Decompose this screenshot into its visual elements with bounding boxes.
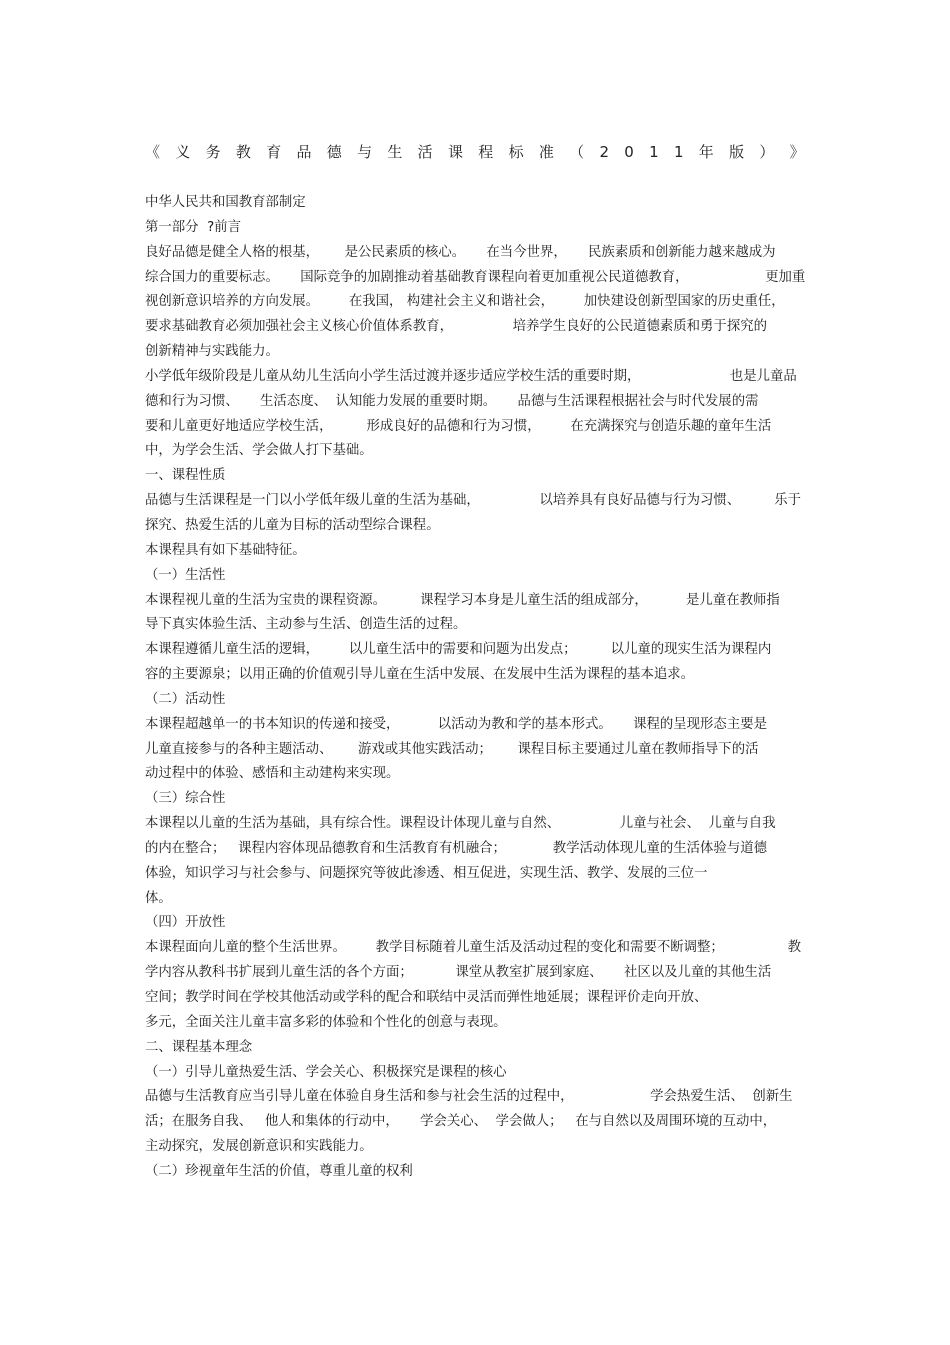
section-heading: （二）活动性: [145, 691, 226, 707]
title-char: 品: [296, 143, 312, 161]
paragraph-line: 要和儿童更好地适应学校生活， 形成良好的品德和行为习惯， 在充满探究与创造乐趣的童年生活: [145, 418, 772, 434]
paragraph-line: 本课程以儿童的生活为基础，具有综合性。课程设计体现儿童与自然、 儿童与社会、 儿童与自我: [145, 816, 776, 832]
section-heading: 一、课程性质: [145, 468, 226, 484]
title-char: 1: [649, 143, 659, 161]
title-char: 1: [673, 143, 684, 161]
title-char: 义: [175, 143, 191, 161]
paragraph-line: 本课程超越单一的书本知识的传递和接受， 以活动为教和学的基本形式。 课程的呈现形态主要是: [145, 716, 767, 732]
paragraph-line: 品德与生活课程是一门以小学低年级儿童的生活为基础， 以培养具有良好品德与行为习惯、 乐于: [145, 493, 802, 509]
paragraph-line: 主动探究，发展创新意识和实践能力。: [145, 1139, 373, 1155]
paragraph-line: 德和行为习惯、 生活态度、 认知能力发展的重要时期。 品德与生活课程根据社会与时代发展的需: [145, 393, 759, 409]
title-char: 》: [789, 143, 805, 161]
title-char: 准: [538, 143, 554, 161]
document-body: [145, 191, 807, 1185]
section-heading: 二、课程基本理念: [145, 1039, 253, 1055]
paragraph-line: 中华人民共和国教育部制定: [145, 195, 306, 210]
paragraph-line: 探究、热爱生活的儿童为目标的活动型综合课程。: [145, 517, 440, 533]
paragraph-line: 体验，知识学习与社会参与、问题探究等彼此渗透、相互促进，实现生活、教学、发展的三位一: [145, 865, 708, 881]
title-char: 课: [447, 143, 463, 161]
paragraph-line: 容的主要源泉；以用正确的价值观引导儿童在生活中发展、在发展中生活为课程的基本追求。: [145, 667, 695, 683]
title-char: 版: [729, 143, 745, 161]
title-char: 程: [478, 143, 494, 161]
title-char: 标: [508, 143, 524, 161]
paragraph-line: 活；在服务自我、 他人和集体的行动中， 学会关心、 学会做人； 在与自然以及周围环境的互动中，: [145, 1114, 777, 1130]
title-char: 与: [357, 143, 373, 161]
title-char: 年: [698, 143, 714, 161]
title-char: 0: [624, 143, 634, 161]
title-char: 育: [266, 143, 282, 161]
title-char: 教: [235, 143, 251, 161]
paragraph-line: 空间；教学时间在学校其他活动或学科的配合和联结中灵活而弹性地延展；课程评价走向开放、: [145, 990, 708, 1005]
paragraph-line: 综合国力的重要标志。 国际竞争的加剧推动着基础教育课程向着更加重视公民道德教育， 更加重: [145, 269, 806, 285]
paragraph-line: 多元，全面关注儿童丰富多彩的体验和个性化的创意与表现。: [145, 1014, 507, 1030]
paragraph-line: 本课程遵循儿童生活的逻辑， 以儿童生活中的需要和问题为出发点； 以儿童的现实生活为课程内: [145, 642, 772, 658]
paragraph-line: 学内容从教科书扩展到儿童生活的各个方面； 课堂从教室扩展到家庭、 社区以及儿童的其他生活: [145, 965, 772, 981]
title-char: 2: [599, 143, 609, 161]
paragraph-line: 的内在整合； 课程内容体现品德教育和生活教育有机融合； 教学活动体现儿童的生活体验与道德: [145, 840, 767, 856]
section-heading: 第一部分 ?前言: [145, 219, 241, 235]
paragraph-line: 本课程面向儿童的整个生活世界。 教学目标随着儿童生活及活动过程的变化和需要不断调整； 教: [145, 940, 802, 956]
section-heading: （四）开放性: [145, 915, 226, 931]
paragraph-line: 要求基础教育必须加强社会主义核心价值体系教育， 培养学生良好的公民道德素质和勇于探究的: [145, 319, 767, 335]
paragraph-line: 视创新意识培养的方向发展。 在我国， 构建社会主义和谐社会， 加快建设创新型国家的历史重任，: [145, 294, 785, 310]
paragraph-line: 创新精神与实践能力。: [145, 344, 279, 360]
title-char: 《: [145, 143, 161, 161]
paragraph-line: 品德与生活教育应当引导儿童在体验自身生活和参与社会生活的过程中， 学会热爱生活、 创新生: [145, 1089, 793, 1105]
paragraph-line: 体。: [145, 890, 172, 906]
paragraph-line: 本课程视儿童的生活为宝贵的课程资源。 课程学习本身是儿童生活的组成部分， 是儿童在教师指: [145, 592, 780, 608]
paragraph-line: 儿童直接参与的各种主题活动、 游戏或其他实践活动； 课程目标主要通过儿童在教师指导下的活: [145, 741, 759, 757]
paragraph-line: 中，为学会生活、学会做人打下基础。: [145, 443, 373, 459]
paragraph-line: 小学低年级阶段是儿童从幼儿生活向小学生活过渡并逐步适应学校生活的重要时期， 也是儿童品: [145, 368, 797, 384]
paragraph-line: 良好品德是健全人格的根基， 是公民素质的核心。 在当今世界， 民族素质和创新能力越来越成为: [145, 244, 776, 260]
title-char: 活: [417, 143, 433, 161]
paragraph-line: 本课程具有如下基础特征。: [145, 542, 306, 558]
section-heading: （一）生活性: [145, 567, 226, 583]
title-char: 德: [326, 143, 342, 161]
paragraph-line: 导下真实体验生活、主动参与生活、创造生活的过程。: [145, 617, 467, 633]
section-heading: （三）综合性: [145, 791, 226, 807]
title-char: ）: [759, 143, 775, 161]
section-heading: （二）珍视童年生活的价值，尊重儿童的权利: [145, 1163, 413, 1179]
paragraph-line: 动过程中的体验、感悟和主动建构来实现。: [145, 766, 400, 782]
section-heading: （一）引导儿童热爱生活、学会关心、积极探究是课程的核心: [145, 1064, 507, 1080]
title-char: 务: [205, 143, 221, 161]
title-char: 生: [387, 143, 403, 161]
document-title: [145, 142, 805, 162]
title-char: （: [569, 143, 585, 161]
